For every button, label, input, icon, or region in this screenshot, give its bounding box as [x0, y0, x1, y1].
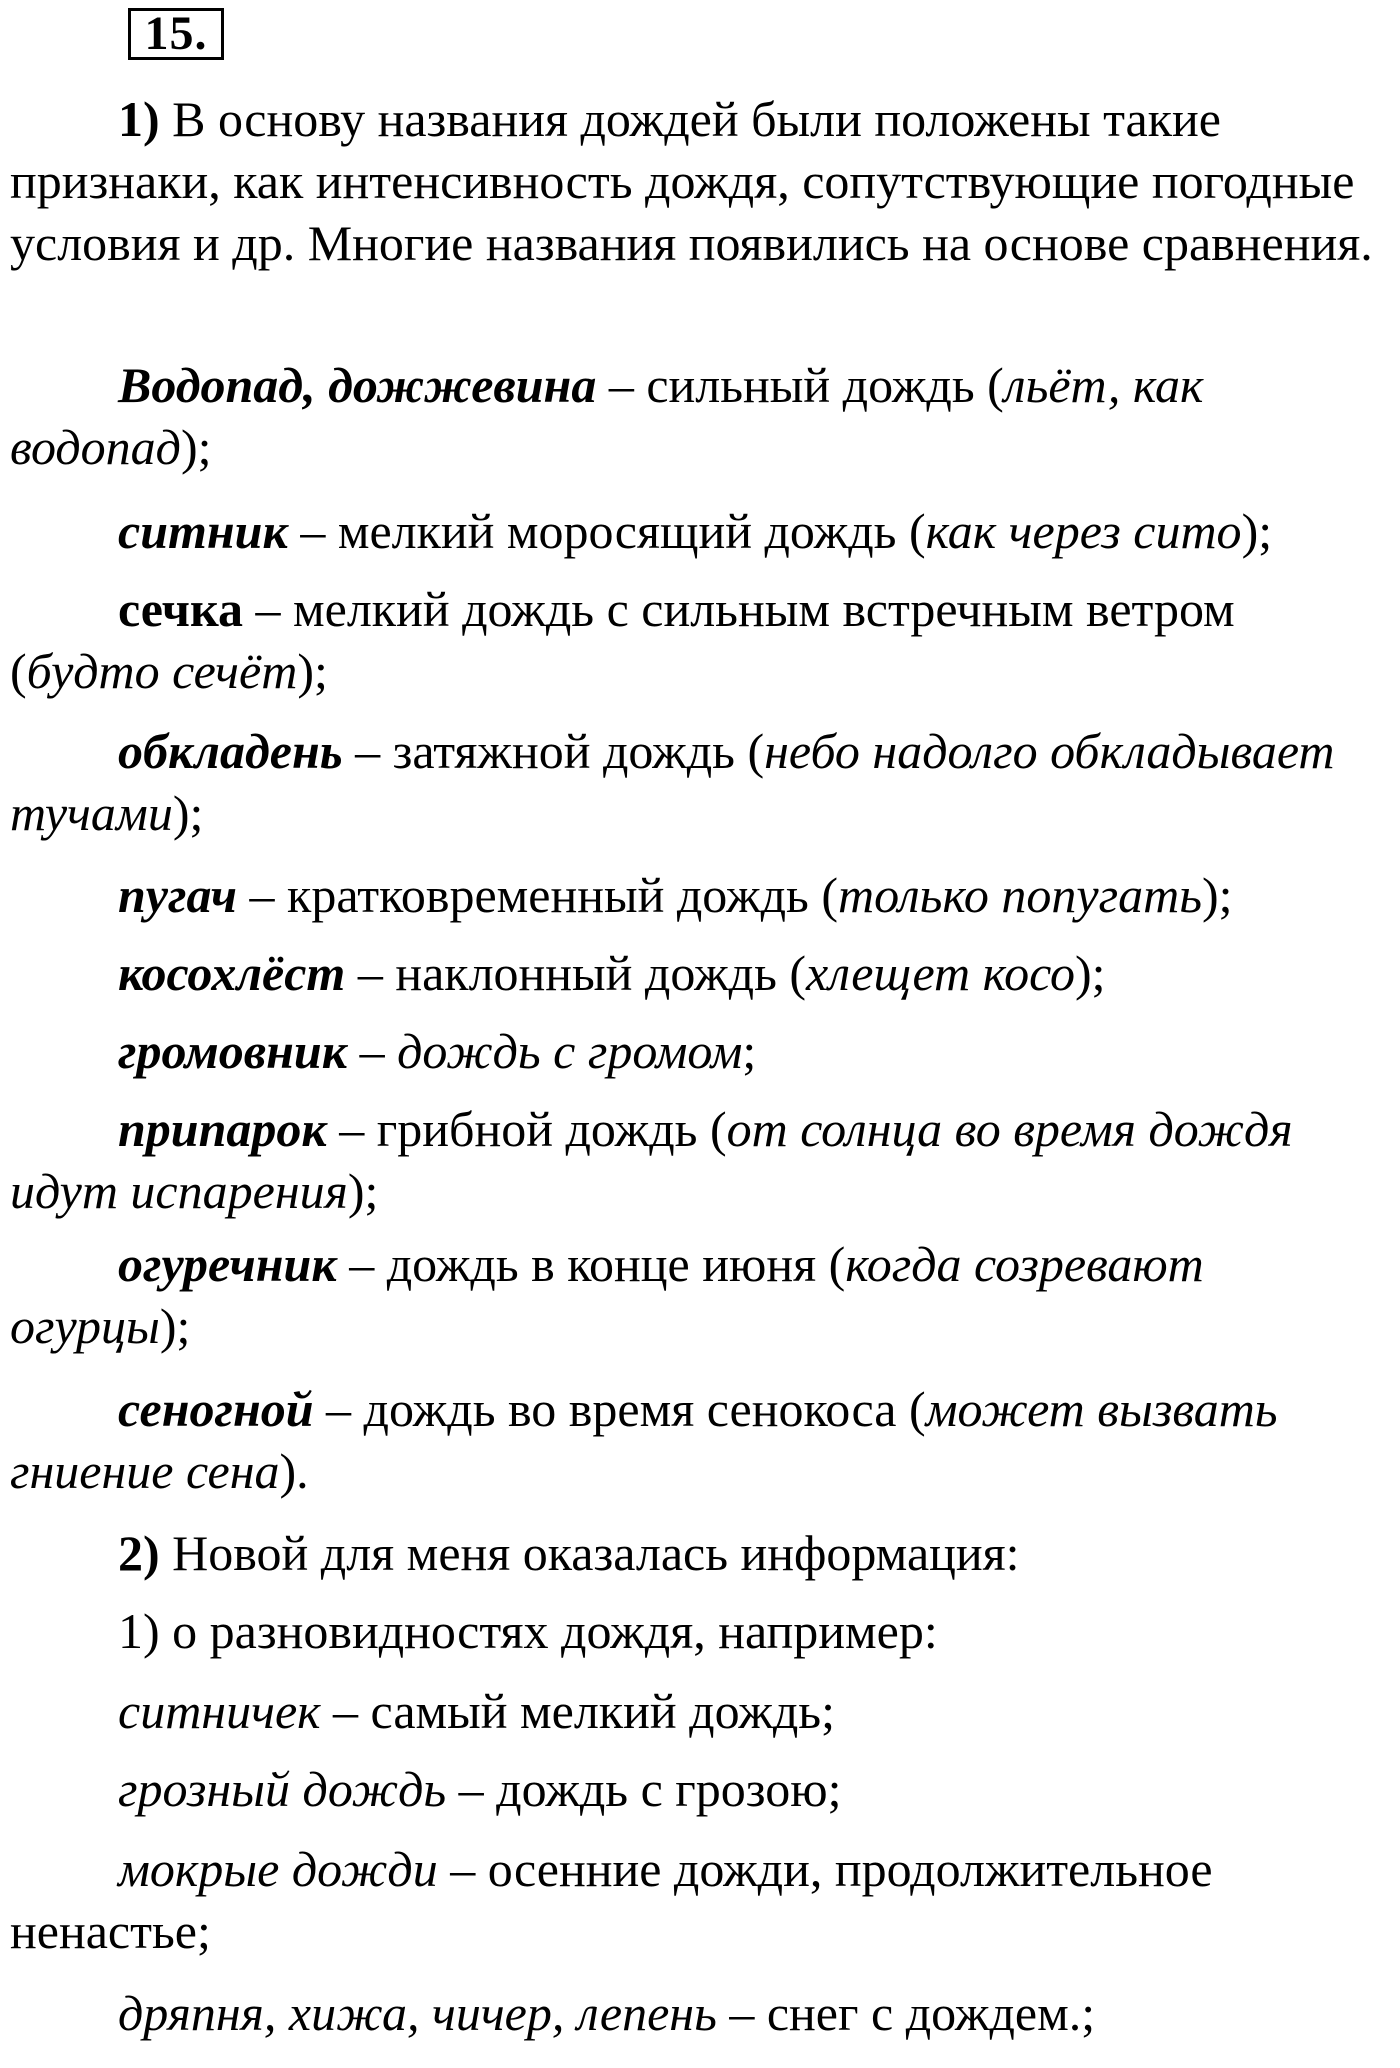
- entry-obkladen: [10, 720, 1395, 844]
- entry-dash: –: [336, 1236, 387, 1292]
- part2-marker: 2): [118, 1525, 160, 1581]
- entry-definition: сильный дождь (: [646, 357, 1004, 413]
- entry-note: льёт, как водопад: [10, 357, 1204, 475]
- entry-end: );: [347, 1163, 379, 1219]
- task-number-box: 15.: [128, 8, 224, 60]
- variety-rest: – самый мелкий дождь;: [320, 1683, 835, 1739]
- entry-gromovnik: [10, 1020, 1395, 1082]
- entry-end: );: [1075, 945, 1106, 1001]
- entry-ogurechnik: [10, 1233, 1395, 1357]
- entry-dash: –: [347, 1023, 398, 1079]
- variety-rest: – осенние дожди, продолжительное ненастье;: [10, 1841, 1213, 1959]
- entry-end: );: [1201, 867, 1233, 923]
- variety-term: дряпня, хижа, чичер, лепень: [118, 1985, 717, 2041]
- entry-dash: –: [342, 723, 393, 779]
- entry-end: );: [297, 643, 328, 699]
- intro-marker: 1): [118, 91, 160, 147]
- entry-note: будто сечёт: [26, 643, 298, 699]
- entry-term: огуречник: [118, 1236, 337, 1292]
- variety-term: грозный дождь: [118, 1761, 447, 1817]
- entry-dash: –: [313, 1381, 364, 1437]
- part2-text: Новой для меня оказалась информация:: [159, 1525, 1020, 1581]
- entry-end: );: [172, 785, 204, 841]
- entry-vodopad: [10, 354, 1395, 478]
- entry-definition: мелкий моросящий дождь (: [337, 503, 926, 559]
- variety-term: ситничек: [118, 1683, 321, 1739]
- entry-dash: –: [326, 1101, 377, 1157]
- entry-dash: –: [345, 945, 396, 1001]
- entry-dash: –: [237, 867, 288, 923]
- entry-term: громовник: [118, 1023, 348, 1079]
- entry-term: Водопад, дожжевина: [118, 357, 597, 413]
- entry-definition: мелкий дождь с сильным встречным ветром (: [10, 581, 1235, 699]
- variety-term: мокрые дожди: [118, 1841, 438, 1897]
- entry-definition: грибной дождь (: [376, 1101, 727, 1157]
- entry-note: может вызвать гниение сена: [10, 1381, 1278, 1499]
- entry-term: косохлёст: [118, 945, 346, 1001]
- entry-end: );: [180, 419, 212, 475]
- entry-dash: –: [596, 357, 647, 413]
- entry-dash: –: [287, 503, 338, 559]
- entry-kosohlest: [10, 942, 1395, 1004]
- entry-note: хлещет косо: [806, 945, 1076, 1001]
- part2-subheading: 1) о разновидностях дождя, например:: [118, 1603, 938, 1659]
- variety-dryapnya: [10, 1982, 1395, 2044]
- entry-term: припарок: [118, 1101, 327, 1157]
- entry-term: ситник: [118, 503, 288, 559]
- entry-definition: дождь в конце июня (: [386, 1236, 846, 1292]
- entry-definition: наклонный дождь (: [395, 945, 807, 1001]
- entry-sitnik: [10, 500, 1395, 562]
- variety-rest: – дождь с грозою;: [446, 1761, 842, 1817]
- entry-note: когда созревают огурцы: [10, 1236, 1204, 1354]
- entry-note: небо надолго обкладывает тучами: [10, 723, 1335, 841]
- entry-note: от солнца во время дождя идут испарения: [10, 1101, 1293, 1219]
- entry-term: сечка: [118, 581, 243, 637]
- entry-priparok: [10, 1098, 1395, 1222]
- intro-text: В основу названия дождей были положены такие признаки, как интенсивность дождя, сопутствующие погодные условия и др. Многие названия появились на основе сравнения.: [10, 91, 1373, 271]
- entry-end: );: [159, 1298, 191, 1354]
- variety-mokrye: [10, 1838, 1395, 1962]
- variety-rest: – снег с дождем.;: [716, 1985, 1096, 2041]
- entry-end: ).: [279, 1443, 309, 1499]
- entry-note: как через сито: [925, 503, 1242, 559]
- entry-senognoy: [10, 1378, 1395, 1502]
- entry-term: сеногной: [118, 1381, 314, 1437]
- entry-note: только попугать: [837, 867, 1202, 923]
- entry-end: );: [1241, 503, 1273, 559]
- entry-note: дождь с громом: [397, 1023, 743, 1079]
- entry-sechka: [10, 578, 1395, 702]
- intro-paragraph: [10, 88, 1395, 274]
- entry-end: ;: [742, 1023, 757, 1079]
- entry-definition: затяжной дождь (: [392, 723, 765, 779]
- entry-term: пугач: [118, 867, 238, 923]
- part2-paragraph: [10, 1522, 1395, 1584]
- entry-term: обкладень: [118, 723, 343, 779]
- entry-definition: кратковременный дождь (: [287, 867, 838, 923]
- variety-groznyy: [10, 1758, 1395, 1820]
- entry-dash: –: [243, 581, 293, 637]
- variety-sitnichek: [10, 1680, 1395, 1742]
- entry-pugach: [10, 864, 1395, 926]
- entry-definition: дождь во время сенокоса (: [363, 1381, 926, 1437]
